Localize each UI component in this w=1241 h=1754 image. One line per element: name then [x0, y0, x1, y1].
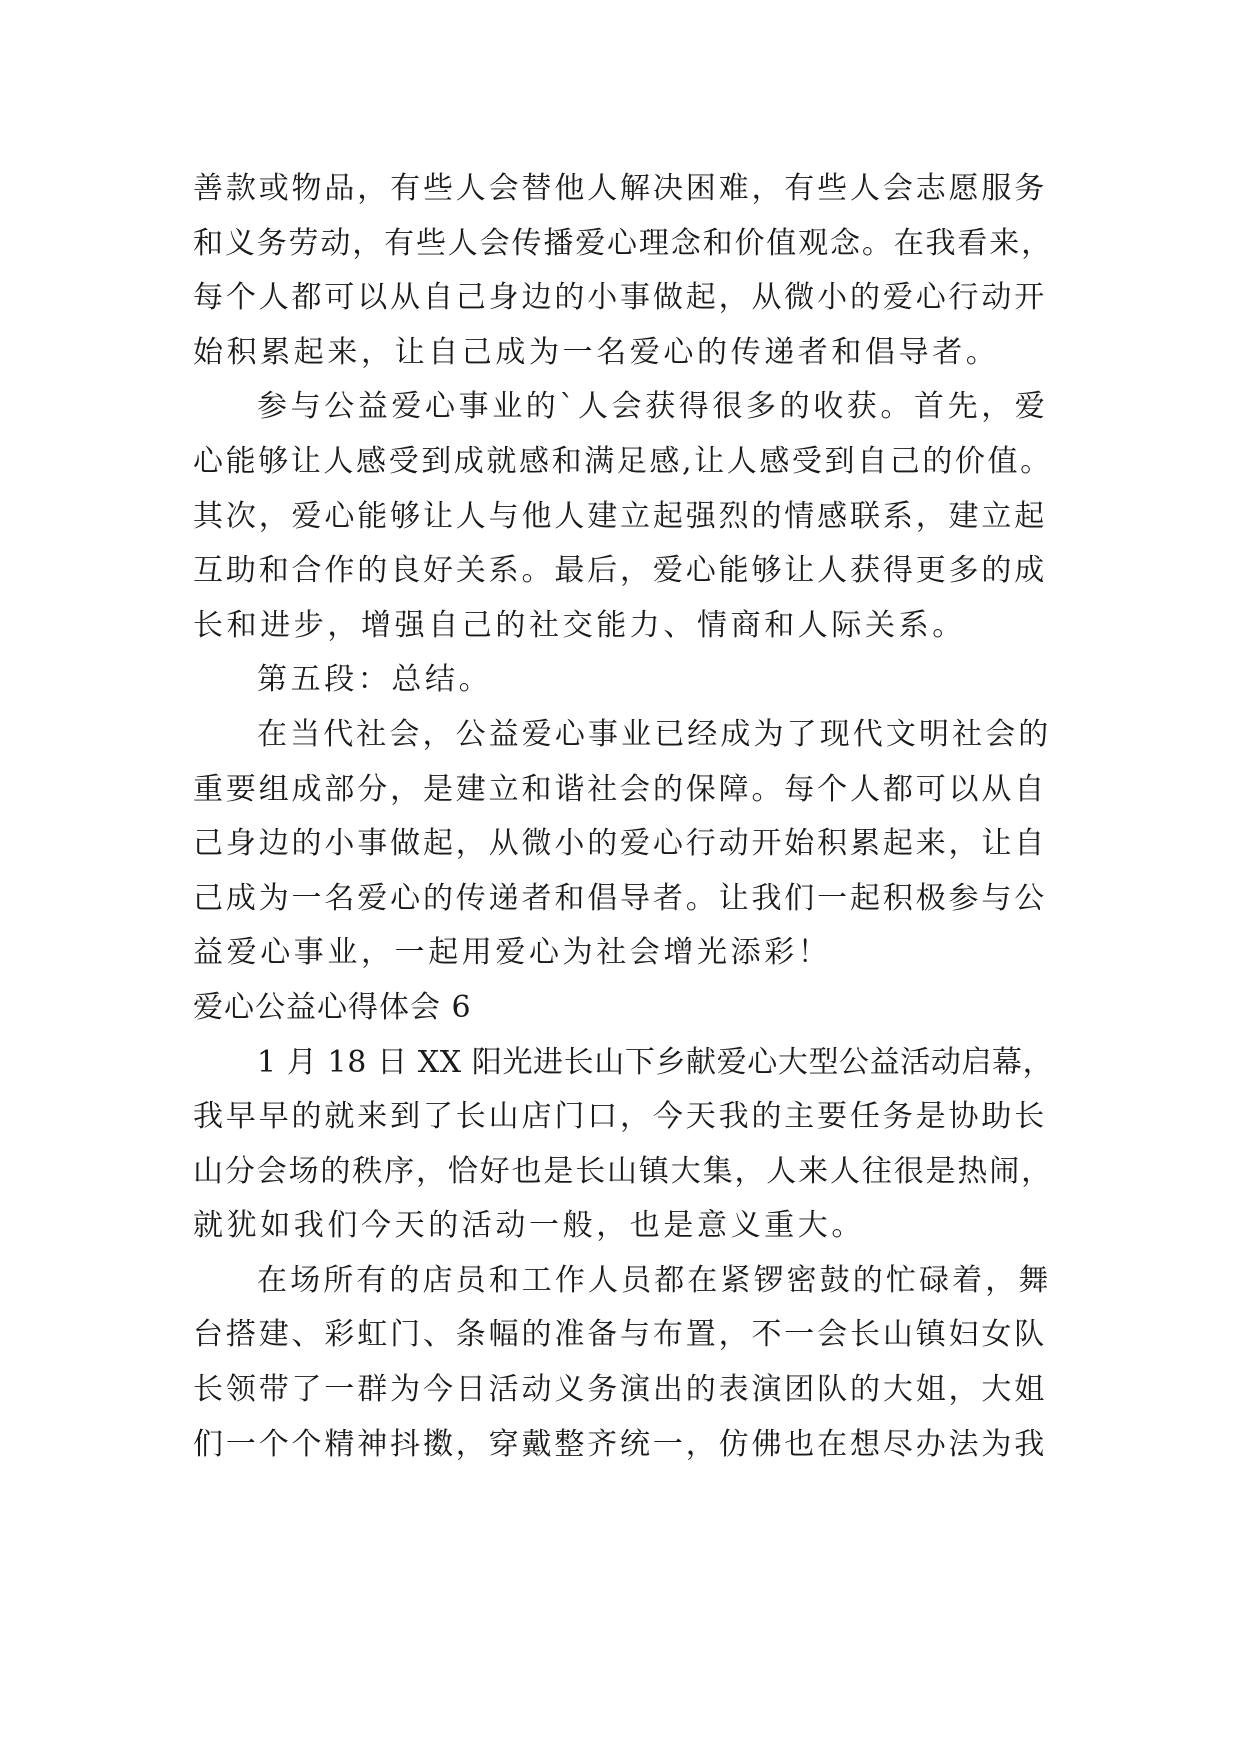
- paragraph-line: 善款或物品，有些人会替他人解决困难，有些人会志愿服务: [193, 171, 1048, 206]
- paragraph-line: 第五段：总结。: [257, 662, 493, 698]
- paragraph-line: 其次，爱心能够让人与他人建立起强烈的情感联系，建立起: [193, 498, 1048, 534]
- paragraph-line: 就犹如我们今天的活动一般，也是意义重大。: [193, 1208, 865, 1244]
- paragraph-line: 重要组成部分，是建立和谐社会的保障。每个人都可以从自: [193, 771, 1048, 807]
- paragraph-line: 长和进步，增强自己的社交能力、情商和人际关系。: [193, 607, 966, 643]
- paragraph-line: 我早早的就来到了长山店门口，今天我的主要任务是协助长: [193, 1099, 1048, 1135]
- paragraph-line: 参与公益爱心事业的`人会获得很多的收获。首先，爱: [257, 389, 1049, 425]
- paragraph-line: 在当代社会，公益爱心事业已经成为了现代文明社会的: [257, 716, 1052, 752]
- paragraph-line: 己身边的小事做起，从微小的爱心行动开始积累起来，让自: [193, 826, 1048, 862]
- paragraph-line: 长领带了一群为今日活动义务演出的表演团队的大姐，大姐: [193, 1372, 1048, 1408]
- paragraph-line: 1 月 18 日 XX 阳光进长山下乡献爱心大型公益活动启幕，: [257, 1044, 1054, 1080]
- paragraph-line: 台搭建、彩虹门、条幅的准备与布置，不一会长山镇妇女队: [193, 1317, 1048, 1353]
- paragraph-line: 山分会场的秩序，恰好也是长山镇大集，人来人往很是热闹，: [193, 1153, 1053, 1189]
- section-heading: 爱心公益心得体会 6: [193, 989, 472, 1025]
- paragraph-line: 每个人都可以从自己身边的小事做起，从微小的爱心行动开: [193, 280, 1048, 316]
- paragraph-line: 们一个个精神抖擞，穿戴整齐统一，仿佛也在想尽办法为我: [193, 1426, 1048, 1462]
- paragraph-line: 己成为一名爱心的传递者和倡导者。让我们一起积极参与公: [193, 880, 1048, 916]
- document-body: [193, 162, 1053, 1472]
- paragraph-line: 始积累起来，让自己成为一名爱心的传递者和倡导者。: [193, 334, 1000, 370]
- paragraph-line: 和义务劳动，有些人会传播爱心理念和价值观念。在我看来，: [193, 225, 1053, 261]
- paragraph-line: 心能够让人感受到成就感和满足感,让人感受到自己的价值。: [193, 443, 1053, 479]
- paragraph-line: 互助和合作的良好关系。最后，爱心能够让人获得更多的成: [193, 553, 1048, 589]
- paragraph-line: 在场所有的店员和工作人员都在紧锣密鼓的忙碌着，舞: [257, 1262, 1052, 1298]
- paragraph-line: 益爱心事业，一起用爱心为社会增光添彩！: [193, 935, 832, 971]
